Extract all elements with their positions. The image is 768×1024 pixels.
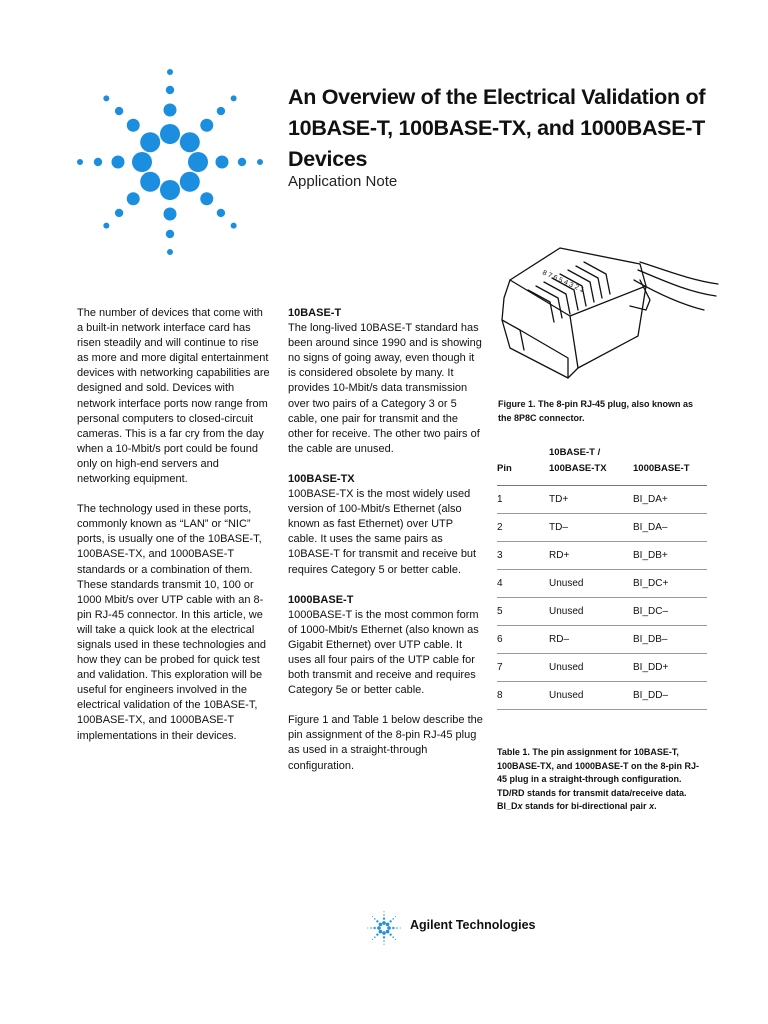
logo-dot (382, 921, 386, 925)
pin-assignment-table (497, 445, 707, 710)
logo-dot (217, 209, 225, 217)
section-body: 1000BASE-T is the most common form of 1000-Mbit/s Ethernet (also known as Gigabit Ethernet) over UTP cable. It uses all four pairs of the UTP cable for both transmit and receive and requires Category 5e or better cable. (288, 608, 479, 697)
header-1000base: 1000BASE-T (633, 445, 707, 486)
table-row (497, 542, 707, 570)
base10-100-cell: Unused (549, 682, 633, 710)
logo-dot (94, 158, 102, 166)
pin-cell: 8 (497, 682, 549, 710)
table-row (497, 570, 707, 598)
logo-dot (112, 156, 125, 169)
logo-dot (167, 69, 173, 75)
logo-dot (167, 249, 173, 255)
section-1000base-t (288, 593, 484, 699)
intro-column (77, 306, 272, 759)
logo-dot (374, 918, 376, 920)
logo-dot (386, 930, 390, 934)
logo-dot (370, 927, 372, 929)
logo-dot (387, 926, 391, 930)
section-heading: 1000BASE-T (288, 593, 354, 606)
pin-cell: 7 (497, 654, 549, 682)
logo-dot (127, 119, 140, 132)
logo-dot (140, 132, 160, 152)
table-body (497, 486, 707, 710)
logo-dot (383, 944, 384, 945)
logo-dot (217, 107, 225, 115)
base1000-cell: BI_DB– (633, 626, 707, 654)
agilent-spark-logo (70, 62, 270, 262)
logo-dot (180, 172, 200, 192)
table-row (497, 654, 707, 682)
pin-cell: 3 (497, 542, 549, 570)
logo-dot (160, 124, 180, 144)
rj45-plug-illustration (490, 240, 720, 390)
logo-dot (367, 927, 368, 928)
base10-100-cell: TD– (549, 514, 633, 542)
logo-dot (373, 927, 375, 929)
logo-dot (389, 920, 391, 922)
closing-paragraph: Figure 1 and Table 1 below describe the pin assignment of the 8-pin RJ-45 plug as used in a straight-through configuration. (288, 714, 483, 772)
logo-dot (392, 918, 394, 920)
logo-dot (389, 933, 391, 935)
section-body: The long-lived 10BASE-T standard has been around since 1990 and is showing no signs of going away, even though it is considered obsolete by many. It provides 10-Mbit/s data transmission over two pairs of a Category 3 or 5 cable, one pair for transmit and the other for receive. The other two pairs of the cable are unused. (288, 322, 482, 455)
pin-cell: 6 (497, 626, 549, 654)
logo-dot (140, 172, 160, 192)
logo-dot (127, 192, 140, 205)
base1000-cell: BI_DD– (633, 682, 707, 710)
base1000-cell: BI_DB+ (633, 542, 707, 570)
logo-dot (372, 916, 373, 917)
logo-dot (395, 939, 396, 940)
table-caption-text: Table 1. The pin assignment for 10BASE-T, 100BASE-TX, and 1000BASE-T on the 8-pin RJ-45 plug in a straight-through configuration. TD/RD stands for transmit data/receive data. BI_D (497, 747, 700, 812)
logo-dot (379, 930, 383, 934)
intro-paragraph-2: The technology used in these ports, commonly known as “LAN” or “NIC” ports, is usually one of the 10BASE-T, 100BASE-TX, and 1000BASE-T standards or a combination of them. These standards transmit 10, 100 or 1000 Mbit/s over UTP cable with an 8-pin RJ-45 connector. In this article, we will take a quick look at the electrical signals used in these technologies and how they can be probed for quick test and validation. This exploration will be useful for engineers involved in the electrical validation of the 10BASE-T, 100BASE-TX, and 1000BASE-T implementations in their devices. (77, 503, 266, 742)
footer-brand-name: Agilent Technologies (410, 918, 536, 932)
logo-dot (166, 86, 174, 94)
logo-dot (200, 119, 213, 132)
header-10-100base-label: 10BASE-T / 100BASE-TX (549, 447, 607, 474)
intro-paragraph-1: The number of devices that come with a built-in network interface card has risen steadily and will continue to rise as more and more digital entertainment devices with networking capabilities are designed and sold. Devices with network interface ports now range from personal computers to closed-circuit cameras. This is a far cry from the day when a 10-Mbit/s port could be found only on high-end servers and networking equipment. (77, 307, 270, 486)
logo-dot (238, 158, 246, 166)
logo-dot (392, 927, 394, 929)
logo-dot (395, 916, 396, 917)
base1000-cell: BI_DC+ (633, 570, 707, 598)
table-row (497, 598, 707, 626)
table-caption-text-2: stands for bi-directional pair (522, 801, 650, 812)
pin-number-labels: 8 7 6 5 4 3 2 1 (541, 269, 585, 295)
base10-100-cell: TD+ (549, 486, 633, 514)
logo-dot (166, 230, 174, 238)
table-row (497, 626, 707, 654)
logo-dot (383, 911, 384, 912)
base10-100-cell: RD+ (549, 542, 633, 570)
logo-dot (257, 159, 263, 165)
logo-dot (103, 95, 109, 101)
logo-dot (200, 192, 213, 205)
logo-dot (77, 159, 83, 165)
table-header-row (497, 445, 707, 486)
logo-dot (383, 917, 385, 919)
logo-dot (132, 152, 152, 172)
base10-100-cell: Unused (549, 654, 633, 682)
base1000-cell: BI_DA+ (633, 486, 707, 514)
logo-dot (383, 940, 385, 942)
logo-dot (103, 223, 109, 229)
logo-dot (374, 936, 376, 938)
footer-spark-logo (366, 910, 402, 946)
logo-dot (164, 104, 177, 117)
logo-dot (216, 156, 229, 169)
section-10base-t (288, 306, 484, 457)
table-row (497, 682, 707, 710)
base10-100-cell: Unused (549, 598, 633, 626)
pin-cell: 5 (497, 598, 549, 626)
section-body: 100BASE-TX is the most widely used version of 100-Mbit/s Ethernet (also known as fast Ethernet) over UTP cable. It uses the same pairs as 10BASE-T for transmit and receive but requires Category 5 or better cable. (288, 488, 477, 576)
logo-dot (372, 939, 373, 940)
pin-cell: 2 (497, 514, 549, 542)
header-pin: Pin (497, 445, 549, 486)
table-caption-variable: x (517, 801, 523, 812)
pin-cell: 4 (497, 570, 549, 598)
logo-dot (382, 931, 386, 935)
base1000-cell: BI_DD+ (633, 654, 707, 682)
figure-caption: Figure 1. The 8-pin RJ-45 plug, also known as the 8P8C connector. (498, 399, 694, 423)
logo-dot (180, 132, 200, 152)
section-heading: 100BASE-TX (288, 472, 355, 485)
logo-dot (383, 936, 385, 938)
pin-cell: 1 (497, 486, 549, 514)
logo-dot (231, 95, 237, 101)
table-caption (497, 746, 702, 814)
logo-dot (376, 933, 378, 935)
section-heading: 10BASE-T (288, 307, 342, 319)
logo-dot (115, 209, 123, 217)
logo-dot (386, 923, 390, 927)
logo-dot (377, 926, 381, 930)
base10-100-cell: RD– (549, 626, 633, 654)
logo-dot (376, 920, 378, 922)
document-title: An Overview of the Electrical Validation of 10BASE-T, 100BASE-TX, and 1000BASE-T Devices (288, 85, 706, 171)
logo-dot (160, 180, 180, 200)
logo-dot (115, 107, 123, 115)
logo-dot (400, 927, 401, 928)
base1000-cell: BI_DC– (633, 598, 707, 626)
logo-dot (164, 208, 177, 221)
standards-column (288, 306, 484, 789)
logo-dot (383, 914, 385, 916)
table-caption-end: . (654, 801, 657, 812)
table-row (497, 514, 707, 542)
logo-dot (396, 927, 398, 929)
table-caption-variable-2: x (649, 801, 655, 812)
section-100base-tx (288, 472, 484, 578)
logo-dot (231, 223, 237, 229)
document-subtitle: Application Note (288, 173, 398, 190)
logo-dot (379, 923, 383, 927)
logo-dot (392, 936, 394, 938)
logo-dot (188, 152, 208, 172)
table-row (497, 486, 707, 514)
base1000-cell: BI_DA– (633, 514, 707, 542)
base10-100-cell: Unused (549, 570, 633, 598)
header-10-100base (549, 445, 633, 486)
